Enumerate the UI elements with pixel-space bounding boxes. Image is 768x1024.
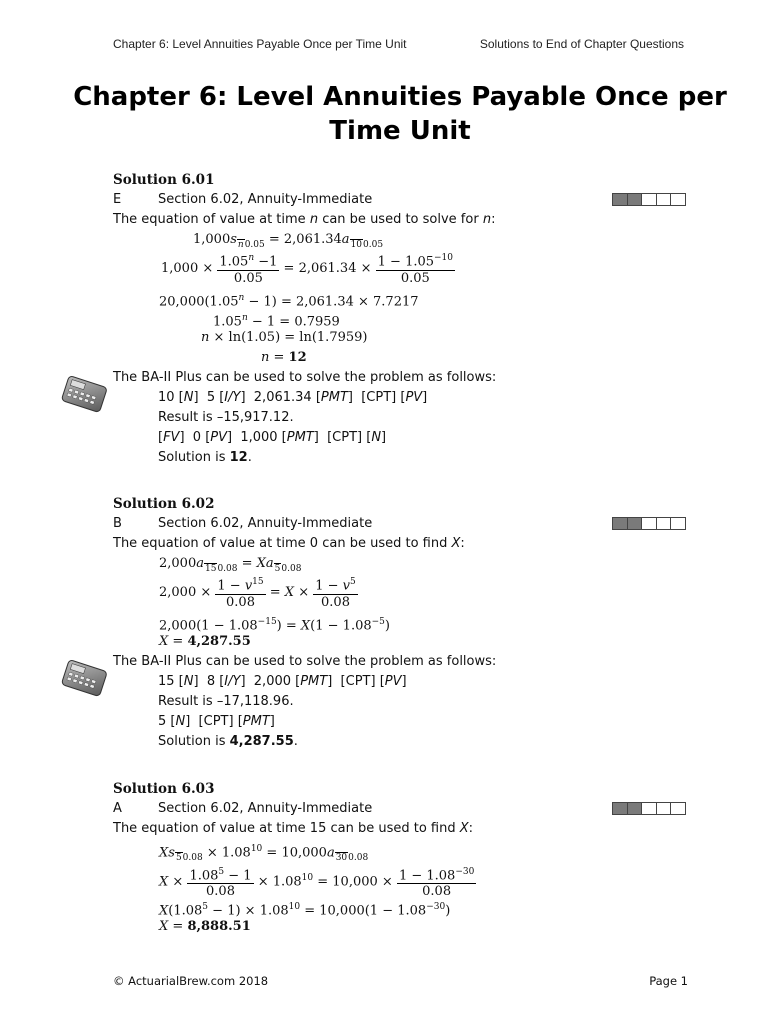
calc-intro: The BA-II Plus can be used to solve the problem as follows:: [113, 654, 497, 669]
calc-intro: The BA-II Plus can be used to solve the problem as follows:: [113, 370, 497, 385]
calc-keys-1: 15 [N] 8 [I/Y] 2,000 [PMT] [CPT] [PV]: [158, 674, 407, 689]
final-answer: 4,287.55: [187, 634, 251, 649]
final-answer: 12: [288, 350, 307, 365]
section-ref: Section 6.02, Annuity-Immediate: [158, 801, 373, 816]
calc-result: Result is –15,917.12.: [158, 410, 294, 425]
intro-text: The equation of value at time n can be used to solve for n:: [113, 212, 496, 227]
solution-title: Solution 6.02: [113, 496, 215, 512]
equation-line: $X(1.08^5 - 1) \times 1.08^{10} = 10,000(1 - 1.08^{-30})$: [159, 902, 451, 919]
calc-keys-1: 10 [N] 5 [I/Y] 2,061.34 [PMT] [CPT] [PV]: [158, 390, 428, 405]
intro-text: The equation of value at time 15 can be used to find X:: [113, 821, 474, 836]
equation-line: 1,000 × $\frac{1.05^n -1}{0.05}$ = 2,061.34 × $\frac{1 - 1.05^{-10}}{0.05}$: [161, 253, 454, 286]
answer-letter: A: [113, 801, 122, 816]
calc-result: Result is –17,118.96.: [158, 694, 294, 709]
answer-letter: B: [113, 516, 122, 531]
calc-keys-2: [FV] 0 [PV] 1,000 [PMT] [CPT] [N]: [158, 430, 387, 445]
footer-page-number: Page 1: [649, 974, 688, 988]
section-ref: Section 6.02, Annuity-Immediate: [158, 516, 373, 531]
equation-line: $20,000(1.05^n - 1) = 2,061.34 \times 7.7217$: [159, 293, 419, 310]
running-header-right: Solutions to End of Chapter Questions: [479, 37, 684, 51]
section-ref: Section 6.02, Annuity-Immediate: [158, 192, 373, 207]
answer-line: [113, 799, 688, 819]
footer-copyright: © ActuarialBrew.com 2018: [113, 974, 269, 988]
calc-solution: Solution is 4,287.55.: [158, 734, 298, 749]
equation-line: X × $\frac{1.08^5 - 1}{0.08}$ × $1.08^{10} = 10,000$ × $\frac{1 - 1.08^{-30}}{0.08}$: [159, 866, 475, 899]
equation-line: n × ln(1.05) = ln(1.7959): [201, 330, 368, 345]
solution-6-03: [113, 779, 688, 937]
answer-line: [113, 190, 688, 210]
equation-line: $Xs_{50.08} \times 1.08^{10} = 10,000a_{300.08}$: [159, 844, 369, 863]
difficulty-meter: [612, 193, 686, 206]
difficulty-meter: [612, 802, 686, 815]
calc-solution: Solution is 12.: [158, 450, 252, 465]
intro-text: The equation of value at time 0 can be used to find X:: [113, 536, 465, 551]
solution-title: Solution 6.03: [113, 781, 215, 797]
calc-keys-2: 5 [N] [CPT] [PMT]: [158, 714, 275, 729]
solution-title: Solution 6.01: [113, 172, 215, 188]
equation-line: $1,000s_{n0.05} = 2,061.34a_{100.05}$: [193, 232, 384, 250]
equation-line: $1.05^n - 1 = 0.7959$: [213, 313, 340, 330]
difficulty-meter: [612, 517, 686, 530]
equation-line: X = 4,287.55: [159, 634, 251, 649]
final-answer: 8,888.51: [187, 919, 251, 934]
equation-line: n = 12: [261, 350, 307, 365]
running-header-left: Chapter 6: Level Annuities Payable Once per Time Unit: [113, 37, 407, 51]
solution-6-02: [113, 494, 688, 752]
chapter-title: Chapter 6: Level Annuities Payable Once per Time Unit: [73, 82, 727, 146]
equation-line: $2,000(1 - 1.08^{-15}) = X(1 - 1.08^{-5})$: [159, 617, 390, 634]
equation-line: 2,000 × $\frac{1 - v^{15}}{0.08}$ = X × $\frac{1 - v^5}{0.08}$: [159, 577, 356, 610]
solution-6-01: [113, 170, 688, 468]
answer-letter: E: [113, 192, 122, 207]
answer-line: [113, 514, 688, 534]
equation-line: X = 8,888.51: [159, 919, 251, 934]
calculator-icon: [58, 659, 110, 699]
equation-line: $2,000a_{150.08} = Xa_{50.08}$: [159, 556, 302, 574]
calculator-icon: [58, 375, 110, 415]
